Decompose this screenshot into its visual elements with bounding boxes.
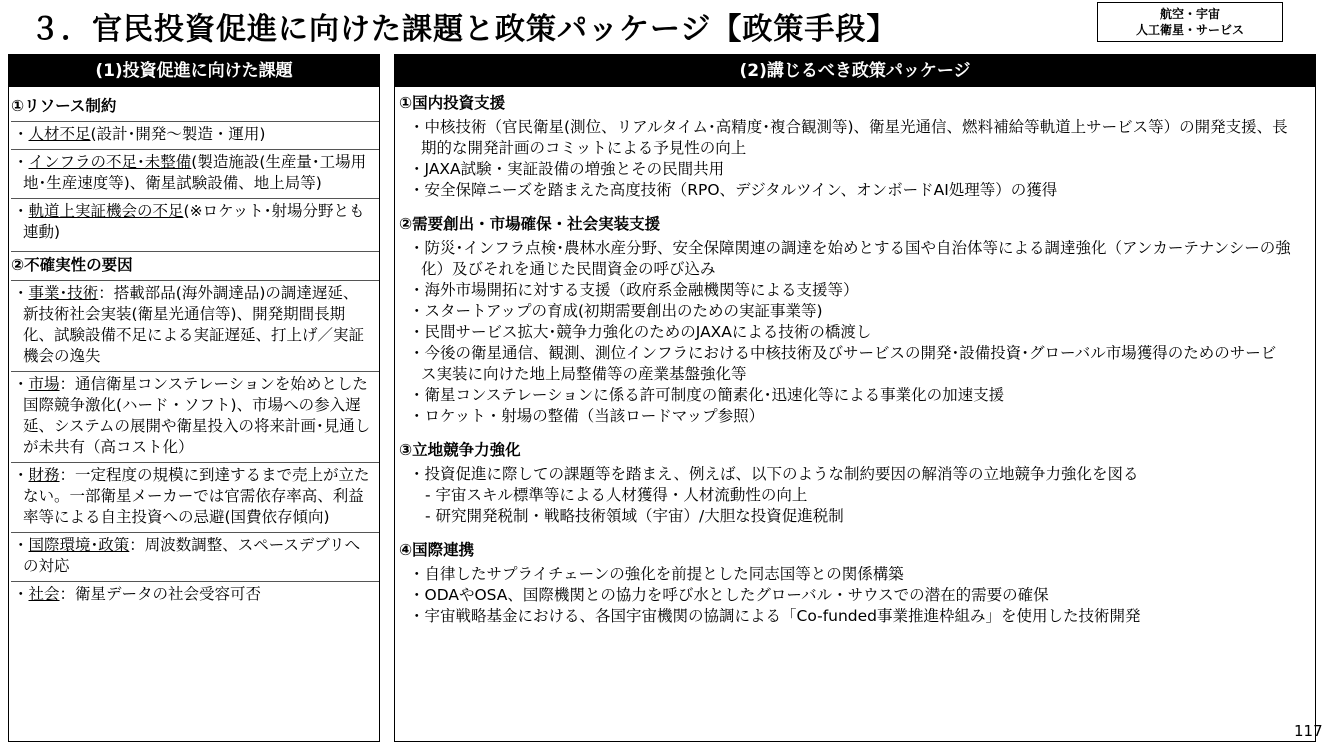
policy-section (399, 440, 1315, 527)
issues-panel-body (9, 87, 379, 609)
list-item: ・インフラの不足･未整備(製造施設(生産量･工場用地･生産速度等)、衛星試験設備、地上局等) (11, 149, 379, 198)
sub-item: - 宇宙スキル標準等による人材獲得・人材流動性の向上 (425, 486, 808, 504)
list-item: ・民間サービス拡大･競争力強化のためのJAXAによる技術の橋渡し (409, 323, 872, 341)
item-text: 民間サービス拡大･競争力強化のためのJAXAによる技術の橋渡し (424, 323, 872, 341)
item-text: (製造施設(生産量･工場用地･生産速度等)、衛星試験設備、地上局等) (23, 153, 367, 192)
item-text: (※ロケット･射場分野とも連動) (23, 202, 365, 241)
item-text: スタートアップの育成(初期需要創出のための実証事業等) (424, 302, 823, 320)
section-title: ①リソース制約 (11, 97, 117, 115)
list-item: ・事業･技術：搭載部品(海外調達品)の調達遅延、新技術社会実装(衛星光通信等)、開発期間長期化、試験設備不足による実証遅延、打上げ／実証機会の逸失 (11, 280, 379, 371)
category-tag-line1: 航空・宇宙 (1159, 7, 1220, 21)
list-item: ・衛星コンステレーションに係る許可制度の簡素化･迅速化等による事業化の加速支援 (409, 386, 1005, 404)
list-item: ・自律したサプライチェーンの強化を前提とした同志国等との関係構築 (409, 565, 904, 583)
list-item: ・宇宙戦略基金における、各国宇宙機関の協調による「Co-funded事業推進枠組み」を使用した技術開発 (409, 607, 1141, 625)
item-text: 今後の衛星通信、観測、測位インフラにおける中核技術及びサービスの開発･設備投資･グローバル市場獲得のためのサービス実装に向けた地上局整備等の産業基盤強化等 (421, 344, 1277, 383)
item-text: 自律したサプライチェーンの強化を前提とした同志国等との関係構築 (424, 565, 904, 583)
list-item: ・社会：衛星データの社会受容可否 (11, 581, 379, 609)
item-lead: 市場 (28, 375, 60, 393)
list-item: ・ロケット・射場の整備（当該ロードマップ参照） (409, 407, 765, 425)
item-text: 宇宙戦略基金における、各国宇宙機関の協調による「Co-funded事業推進枠組み」を使用した技術開発 (424, 607, 1141, 625)
section-title: ②不確実性の要因 (11, 251, 379, 280)
item-text: ：衛星データの社会受容可否 (59, 585, 262, 603)
issues-panel (8, 54, 380, 742)
item-lead: 社会 (28, 585, 60, 603)
item-text: ODAやOSA、国際機関との協力を呼び水としたグローバル・サウスでの潜在的需要の確保 (424, 586, 1049, 604)
list-item: ・市場：通信衛星コンステレーションを始めとした国際競争激化(ハード・ソフト)、市場への参入遅延、システムの展開や衛星投入の将来計画･見通しが未共有（高コスト化） (11, 371, 379, 462)
item-text: ：搭載部品(海外調達品)の調達遅延、新技術社会実装(衛星光通信等)、開発期間長期化、試験設備不足による実証遅延、打上げ／実証機会の逸失 (23, 284, 365, 365)
policy-panel-body (395, 87, 1315, 627)
list-item: ・今後の衛星通信、観測、測位インフラにおける中核技術及びサービスの開発･設備投資･グローバル市場獲得のためのサービス実装に向けた地上局整備等の産業基盤強化等 (409, 344, 1277, 383)
item-lead: インフラの不足･未整備 (28, 153, 192, 171)
category-tag (1097, 2, 1283, 42)
item-text: 衛星コンステレーションに係る許可制度の簡素化･迅速化等による事業化の加速支援 (424, 386, 1005, 404)
policy-section (399, 214, 1315, 427)
list-item: ・投資促進に際しての課題等を踏まえ、例えば、以下のような制約要因の解消等の立地競争力強化を図る (409, 465, 1139, 483)
list-item: ・人材不足(設計･開発～製造・運用) (11, 121, 379, 149)
item-lead: 事業･技術 (28, 284, 99, 302)
item-text: 海外市場開拓に対する支援（政府系金融機関等による支援等） (424, 281, 859, 299)
section-title: ④国際連携 (399, 541, 475, 559)
section-title: ②需要創出・市場確保・社会実装支援 (399, 215, 661, 233)
list-item: ・中核技術（官民衛星(測位、リアルタイム･高精度･複合観測等)、衛星光通信、燃料補給等軌道上サービス等）の開発支援、長期的な開発計画のコミットによる予見性の向上 (409, 118, 1288, 157)
item-text: 安全保障ニーズを踏まえた高度技術（RPO、デジタルツイン、オンボードAI処理等）の獲得 (424, 181, 1058, 199)
item-text: ：一定程度の規模に到達するまで売上が立たない。一部衛星メーカーでは官需依存率高、利益率等による自主投資への忌避(国費依存傾向) (23, 466, 370, 526)
list-item: ・JAXA試験・実証設備の増強とその民間共用 (409, 160, 725, 178)
category-tag-line2: 人工衛星・サービス (1135, 23, 1244, 37)
item-lead: 国際環境･政策 (28, 536, 130, 554)
list-item: ・軌道上実証機会の不足(※ロケット･射場分野とも連動) (11, 198, 379, 247)
section-title: ①国内投資支援 (399, 94, 506, 112)
policy-section (399, 540, 1315, 627)
list-item: ・スタートアップの育成(初期需要創出のための実証事業等) (409, 302, 823, 320)
list-item: ・ODAやOSA、国際機関との協力を呼び水としたグローバル・サウスでの潜在的需要の確保 (409, 586, 1049, 604)
item-text: JAXA試験・実証設備の増強とその民間共用 (424, 160, 725, 178)
item-text: ：周波数調整、スペースデブリへの対応 (23, 536, 361, 575)
section-title: ③立地競争力強化 (399, 441, 521, 459)
item-lead: 財務 (28, 466, 60, 484)
item-lead: 軌道上実証機会の不足 (28, 202, 184, 220)
issues-panel-heading: (1)投資促進に向けた課題 (9, 55, 379, 87)
item-text: 投資促進に際しての課題等を踏まえ、例えば、以下のような制約要因の解消等の立地競争力強化を図る (424, 465, 1139, 483)
list-item: ・安全保障ニーズを踏まえた高度技術（RPO、デジタルツイン、オンボードAI処理等）の獲得 (409, 181, 1058, 199)
list-item: ・防災･インフラ点検･農林水産分野、安全保障関連の調達を始めとする国や自治体等による調達強化（アンカーテナンシーの強化）及びそれを通じた民間資金の呼び込み (409, 239, 1291, 278)
list-item: ・財務：一定程度の規模に到達するまで売上が立たない。一部衛星メーカーでは官需依存率高、利益率等による自主投資への忌避(国費依存傾向) (11, 462, 379, 532)
item-text: 防災･インフラ点検･農林水産分野、安全保障関連の調達を始めとする国や自治体等による調達強化（アンカーテナンシーの強化）及びそれを通じた民間資金の呼び込み (421, 239, 1291, 278)
page-title: ３．官民投資促進に向けた課題と政策パッケージ【政策手段】 (30, 12, 898, 47)
item-text: ：通信衛星コンステレーションを始めとした国際競争激化(ハード・ソフト)、市場への参入遅延、システムの展開や衛星投入の将来計画･見通しが未共有（高コスト化） (23, 375, 371, 456)
item-text: 中核技術（官民衛星(測位、リアルタイム･高精度･複合観測等)、衛星光通信、燃料補給等軌道上サービス等）の開発支援、長期的な開発計画のコミットによる予見性の向上 (421, 118, 1288, 157)
item-lead: 人材不足 (28, 125, 91, 143)
page-number: 117 (1294, 722, 1323, 740)
list-item: ・海外市場開拓に対する支援（政府系金融機関等による支援等） (409, 281, 859, 299)
item-text: ロケット・射場の整備（当該ロードマップ参照） (424, 407, 765, 425)
policy-section (399, 93, 1315, 201)
policy-panel (394, 54, 1316, 742)
list-item: ・国際環境･政策：周波数調整、スペースデブリへの対応 (11, 532, 379, 581)
item-text: (設計･開発～製造・運用) (90, 125, 266, 143)
sub-item: - 研究開発税制・戦略技術領域（宇宙）/大胆な投資促進税制 (425, 507, 844, 525)
policy-panel-heading: (2)講じるべき政策パッケージ (395, 55, 1315, 87)
